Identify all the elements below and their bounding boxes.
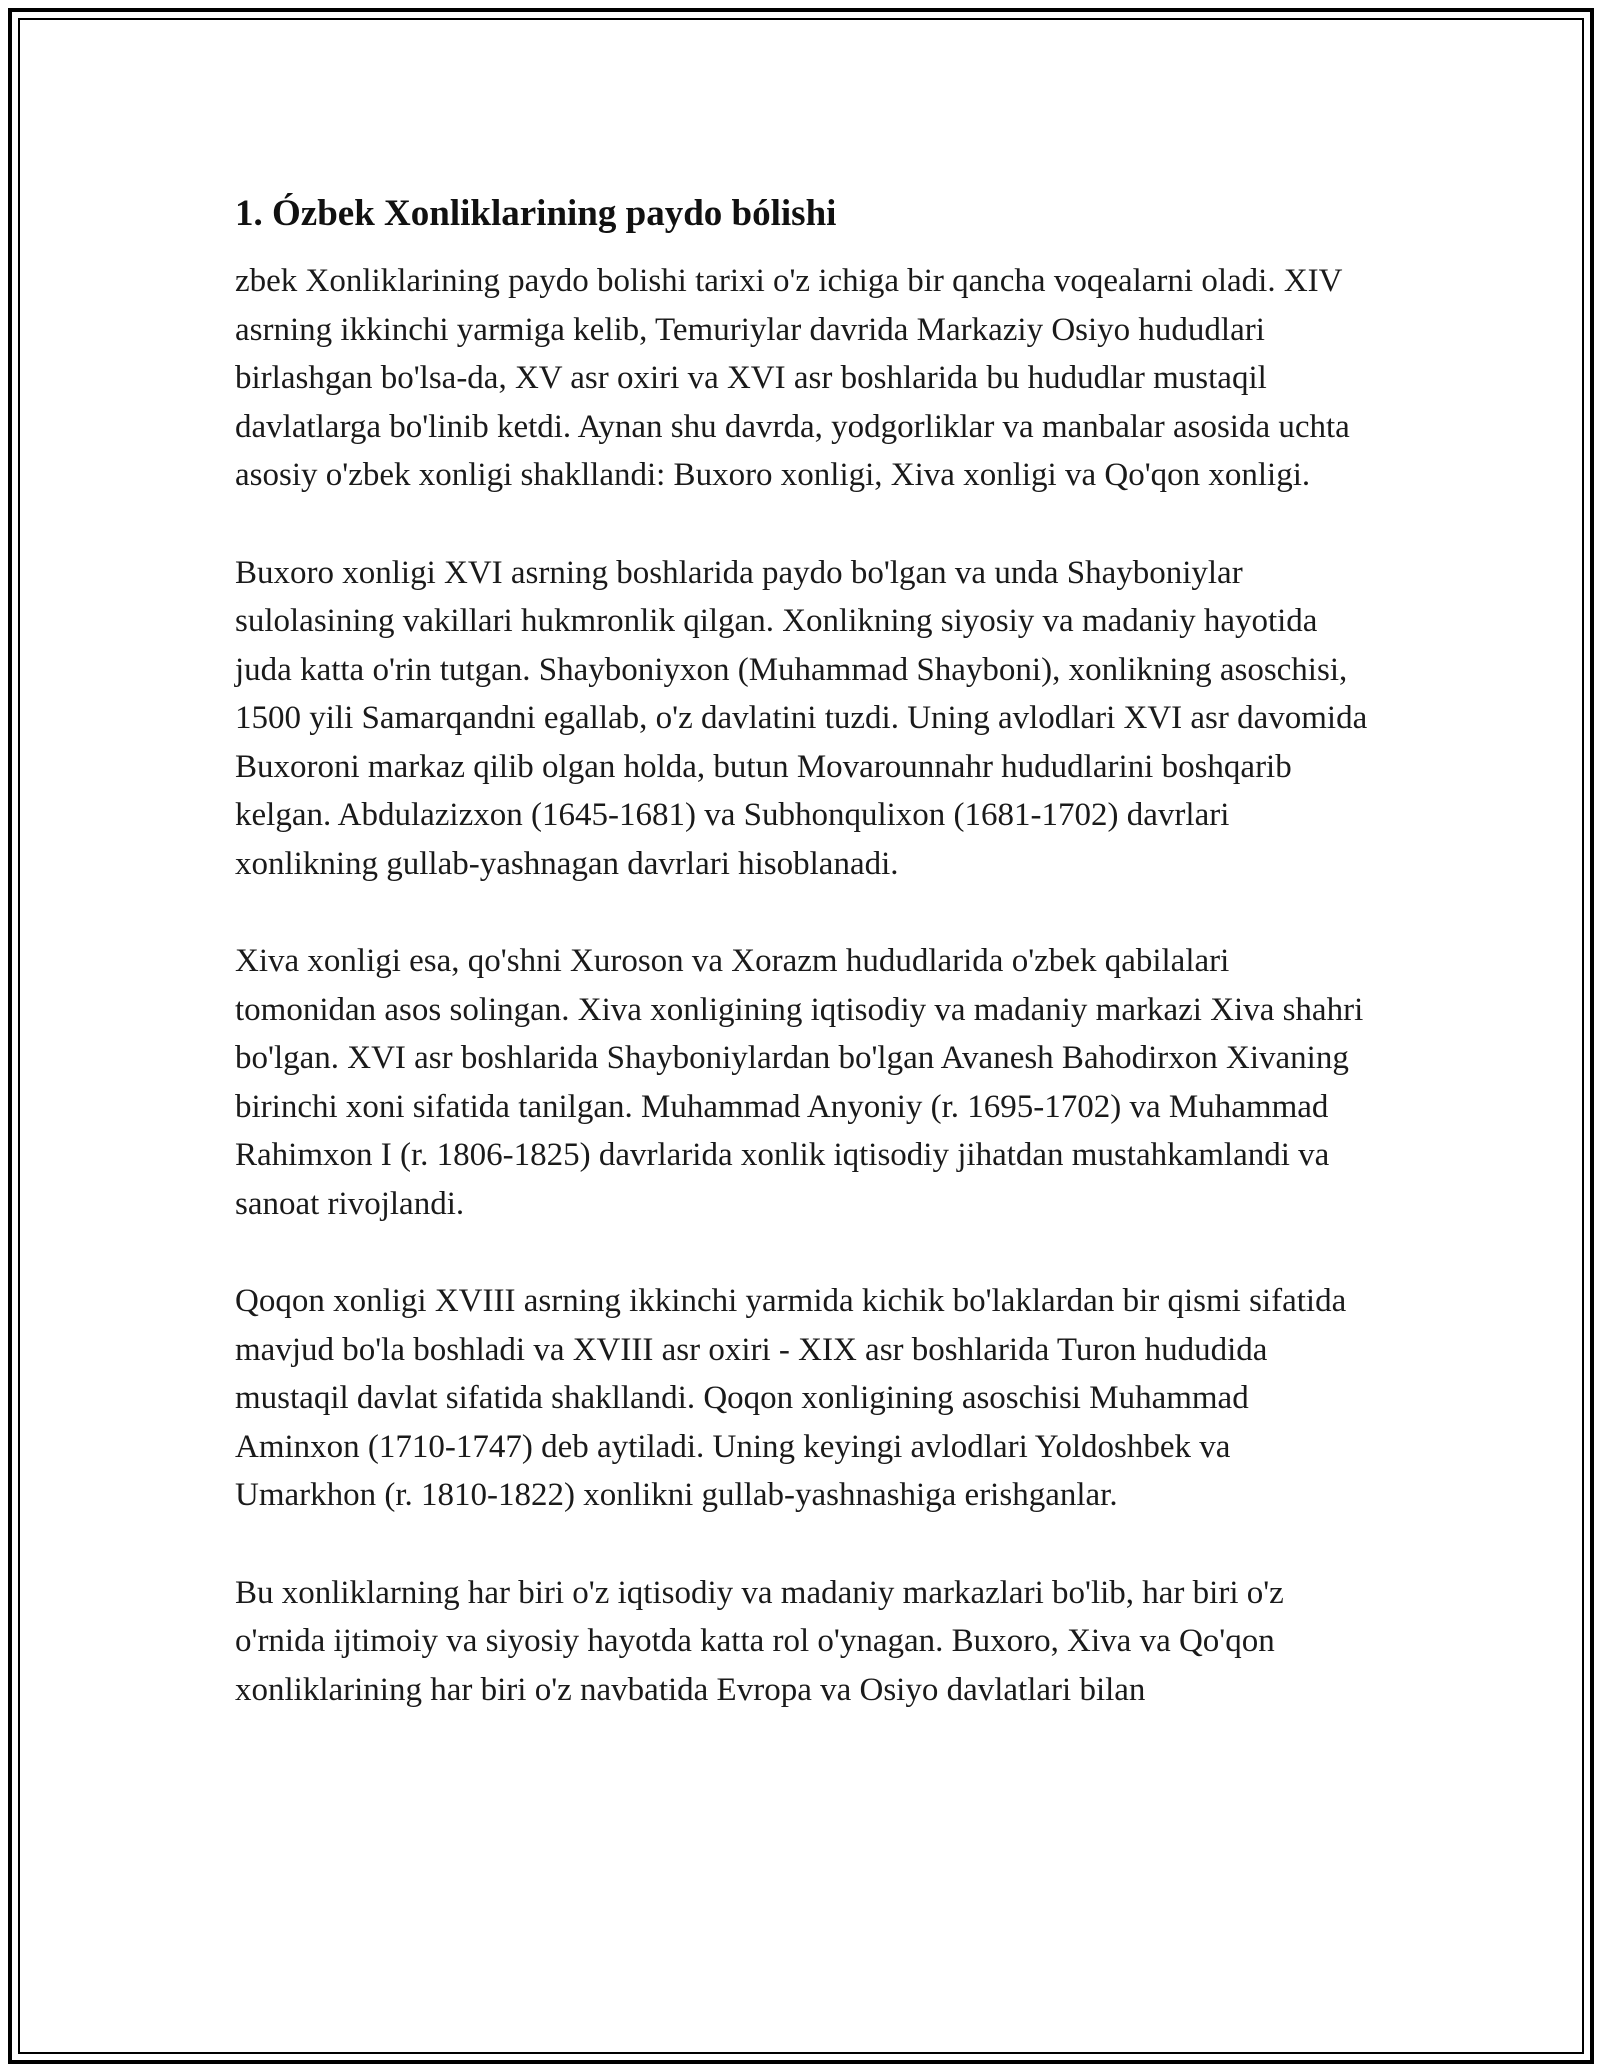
- paragraph-xiva: Xiva xonligi esa, qo'shni Xuroson va Xorazm hududlarida o'zbek qabilalari tomonidan asos solingan. Xiva xonligining iqtisodiy va madaniy markazi Xiva shahri bo'lgan. XVI asr boshlarida Shayboniylardan bo'lgan Avanesh Bahodirxon Xivaning birinchi xoni sifatida tanilgan. Muhammad Anyoniy (r. 1695-1702) va Muhammad Rahimxon I (r. 1806-1825) davrlarida xonlik iqtisodiy jihatdan mustahkamlandi va sanoat rivojlandi.: [235, 943, 1364, 1222]
- paragraph-conclusion: Bu xonliklarning har biri o'z iqtisodiy va madaniy markazlari bo'lib, har biri o'z o'rnida ijtimoiy va siyosiy hayotda katta rol o'ynagan. Buxoro, Xiva va Qo'qon xonliklarining har biri o'z navbatida Evropa va Osiyo davlatlari bilan: [235, 1574, 1284, 1708]
- paragraph-buxoro: Buxoro xonligi XVI asrning boshlarida paydo bo'lgan va unda Shayboniylar sulolasining vakillari hukmronlik qilgan. Xonlikning siyosiy va madaniy hayotida juda katta o'rin tutgan. Shayboniyxon (Muhammad Shayboni), xonlikning asoschisi, 1500 yili Samarqandni egallab, o'z davlatini tuzdi. Uning avlodlari XVI asr davomida Buxoroni markaz qilib olgan holda, butun Movarounnahr hududlarini boshqarib kelgan. Abdulazizxon (1645-1681) va Subhonqulixon (1681-1702) davrlari xonlikning gullab-yashnagan davrlari hisoblanadi.: [235, 554, 1368, 882]
- section-heading: 1. Ózbek Xonliklarining paydo bólishi: [235, 193, 837, 234]
- document-body: [235, 185, 1370, 1763]
- paragraph-intro: zbek Xonliklarining paydo bolishi tarixi o'z ichiga bir qancha voqealarni oladi. XIV asrning ikkinchi yarmiga kelib, Temuriylar davrida Markaziy Osiyo hududlari birlashgan bo'lsa-da, XV asr oxiri va XVI asr boshlarida bu hududlar mustaqil davlatlarga bo'linib ketdi. Aynan shu davrda, yodgorliklar va manbalar asosida uchta asosiy o'zbek xonligi shakllandi: Buxoro xonligi, Xiva xonligi va Qo'qon xonligi.: [235, 263, 1350, 493]
- paragraph-qoqon: Qoqon xonligi XVIII asrning ikkinchi yarmida kichik bo'laklardan bir qismi sifatida mavjud bo'la boshladi va XVIII asr oxiri - XIX asr boshlarida Turon hududida mustaqil davlat sifatida shakllandi. Qoqon xonligining asoschisi Muhammad Aminxon (1710-1747) deb aytiladi. Uning keyingi avlodlari Yoldoshbek va Umarkhon (r. 1810-1822) xonlikni gullab-yashnashiga erishganlar.: [235, 1283, 1347, 1513]
